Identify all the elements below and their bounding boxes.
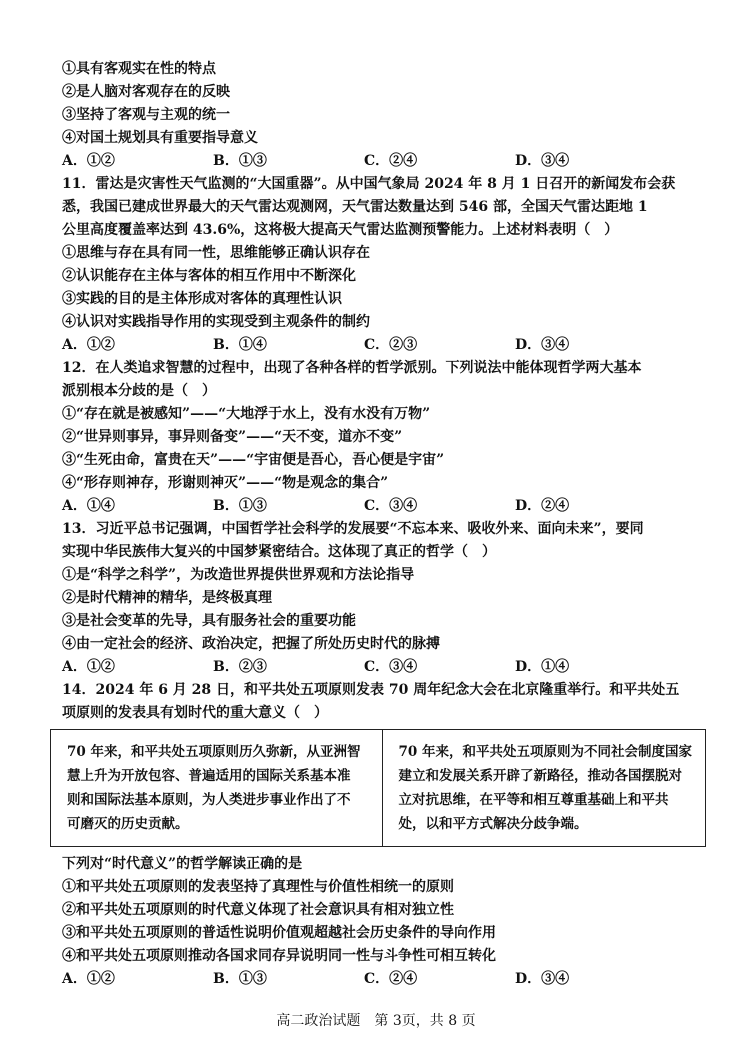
question-11 — [62, 173, 692, 357]
option-b[interactable]: B．①③ — [213, 153, 267, 169]
statement-item: ④认识对实践指导作用的实现受到主观条件的制约 — [62, 314, 370, 330]
statement-item: ④由一定社会的经济、政治决定，把握了所处历史时代的脉搏 — [62, 636, 440, 652]
statement-item: ④和平共处五项原则推动各国求同存异说明同一性与斗争性可相互转化 — [62, 948, 496, 964]
question-stem-line: 悉，我国已建成世界最大的天气雷达观测网，天气雷达数量达到 546 部，全国天气雷达距地 1 — [62, 199, 648, 215]
option-a[interactable]: A．①② — [62, 337, 115, 353]
option-a[interactable]: A．①② — [62, 153, 115, 169]
option-a[interactable]: A．①② — [62, 659, 115, 675]
question-prompt: 下列对“时代意义”的哲学解读正确的是 — [62, 856, 303, 872]
option-b[interactable]: B．②③ — [213, 659, 267, 675]
option-b[interactable]: B．①④ — [213, 337, 267, 353]
question-stem-line: 11．雷达是灾害性天气监测的“大国重器”。从中国气象局 2024 年 8 月 1 日召开的新闻发布会获 — [62, 176, 676, 192]
question-12 — [62, 357, 692, 518]
exam-page — [62, 58, 692, 991]
question-13 — [62, 518, 692, 679]
statement-item: ③是社会变革的先导，具有服务社会的重要功能 — [62, 613, 356, 629]
option-c[interactable]: C．②④ — [364, 153, 418, 169]
previous-question-tail — [62, 58, 692, 173]
option-b[interactable]: B．①③ — [213, 498, 267, 514]
question-stem-line: 公里高度覆盖率达到 43.6%，这将极大提高天气雷达监测预警能力。上述材料表明（ ） — [62, 222, 619, 238]
page-footer: 高二政治试题 第 3页，共 8 页 — [276, 1013, 476, 1029]
statement-item: ③坚持了客观与主观的统一 — [62, 107, 230, 123]
question-stem-line: 项原则的发表具有划时代的重大意义（ ） — [62, 705, 328, 721]
statement-item: ②是时代精神的精华，是终极真理 — [62, 590, 272, 606]
material-box-right: 70 年来，和平共处五项原则为不同社会制度国家建立和发展关系开辟了新路径，推动各国摆脱对立对抗思维，在平等和相互尊重基础上和平共处，以和平方式解决分歧争端。 — [382, 730, 706, 846]
material-boxes — [50, 729, 706, 847]
answer-options — [62, 334, 692, 357]
statement-item: ③“生死由命，富贵在天”——“宇宙便是吾心，吾心便是宇宙” — [62, 452, 445, 468]
option-d[interactable]: D．③④ — [515, 337, 570, 353]
answer-options — [62, 968, 692, 991]
material-box-left: 70 年来，和平共处五项原则历久弥新，从亚洲智慧上升为开放包容、普遍适用的国际关系基本准则和国际法基本原则，为人类进步事业作出了不可磨灭的历史贡献。 — [67, 744, 361, 832]
statement-item: ①是“科学之科学”，为改造世界提供世界观和方法论指导 — [62, 567, 415, 583]
statement-item: ④“形存则神存，形谢则神灭”——“物是观念的集合” — [62, 475, 389, 491]
statement-item: ①思维与存在具有同一性，思维能够正确认识存在 — [62, 245, 370, 261]
option-c[interactable]: C．③④ — [364, 659, 418, 675]
answer-options — [62, 656, 692, 679]
option-c[interactable]: C．②③ — [364, 337, 418, 353]
question-stem-line: 13．习近平总书记强调，中国哲学社会科学的发展要“不忘本来、吸收外来、面向未来”，要同 — [62, 521, 644, 537]
option-d[interactable]: D．①④ — [515, 659, 570, 675]
statement-item: ②“世异则事异，事异则备变”——“天不变，道亦不变” — [62, 429, 403, 445]
statement-item: ③实践的目的是主体形成对客体的真理性认识 — [62, 291, 342, 307]
statement-item: ①具有客观实在性的特点 — [62, 61, 216, 77]
option-a[interactable]: A．①④ — [62, 498, 115, 514]
option-a[interactable]: A．①② — [62, 971, 115, 987]
statement-item: ④对国土规划具有重要指导意义 — [62, 130, 258, 146]
answer-options — [62, 150, 692, 173]
option-d[interactable]: D．②④ — [515, 498, 570, 514]
question-stem-line: 实现中华民族伟大复兴的中国梦紧密结合。这体现了真正的哲学（ ） — [62, 544, 496, 560]
statement-item: ①和平共处五项原则的发表坚持了真理性与价值性相统一的原则 — [62, 879, 454, 895]
question-14 — [62, 679, 692, 991]
option-c[interactable]: C．③④ — [364, 498, 418, 514]
question-stem-line: 派别根本分歧的是（ ） — [62, 383, 216, 399]
option-c[interactable]: C．②④ — [364, 971, 418, 987]
statement-item: ②认识能存在主体与客体的相互作用中不断深化 — [62, 268, 356, 284]
statement-item: ②和平共处五项原则的时代意义体现了社会意识具有相对独立性 — [62, 902, 454, 918]
statement-item: ①“存在就是被感知”——“大地浮于水上，没有水没有万物” — [62, 406, 431, 422]
question-stem-line: 14．2024 年 6 月 28 日，和平共处五项原则发表 70 周年纪念大会在北京隆重举行。和平共处五 — [62, 682, 680, 698]
option-d[interactable]: D．③④ — [515, 153, 570, 169]
statement-item: ②是人脑对客观存在的反映 — [62, 84, 230, 100]
option-b[interactable]: B．①③ — [213, 971, 267, 987]
statement-item: ③和平共处五项原则的普适性说明价值观超越社会历史条件的导向作用 — [62, 925, 496, 941]
option-d[interactable]: D．③④ — [515, 971, 570, 987]
answer-options — [62, 495, 692, 518]
question-stem-line: 12．在人类追求智慧的过程中，出现了各种各样的哲学派别。下列说法中能体现哲学两大基本 — [62, 360, 642, 376]
